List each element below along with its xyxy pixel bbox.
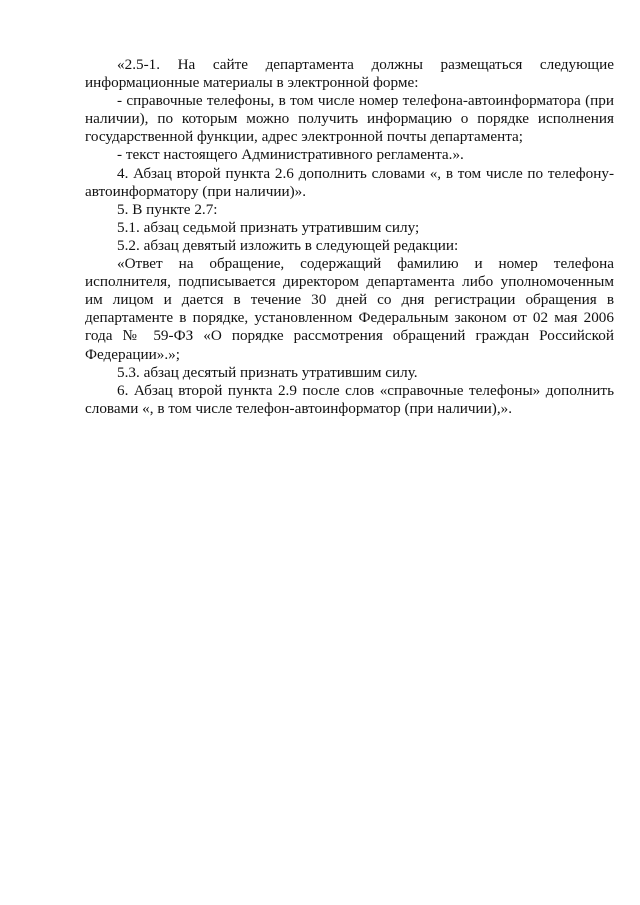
paragraph-item-5-3: 5.3. абзац десятый признать утратившим силу. <box>117 363 418 381</box>
document-page <box>85 56 614 418</box>
paragraph-item-5: 5. В пункте 2.7: <box>117 200 218 218</box>
paragraph-quoted-response: «Ответ на обращение, содержащий фамилию и номер телефона исполнителя, подписывается директором департамента либо уполномоченным им лицом и дается в течение 30 дней со дня регистрации обращения в департаменте в порядке, установленном Федеральным законом от 02 мая 2006 года № 59-ФЗ «О порядке рассмотрения обращений граждан Российской Федерации».»; <box>85 255 614 363</box>
paragraph-2-5-1: «2.5-1. На сайте департамента должны размещаться следующие информационные материалы в электронной форме: <box>85 56 614 92</box>
paragraph-item-6: 6. Абзац второй пункта 2.9 после слов «справочные телефоны» дополнить словами «, в том числе телефон-автоинформатор (при наличии),». <box>85 381 614 417</box>
paragraph-reference-phones: - справочные телефоны, в том числе номер телефона-автоинформатора (при наличии), по которым можно получить информацию о порядке исполнения государственной функции, адрес электронной почты департамента; <box>85 92 614 146</box>
paragraph-item-4: 4. Абзац второй пункта 2.6 дополнить словами «, в том числе по телефону-автоинформатору (при наличии)». <box>85 164 614 200</box>
paragraph-item-5-2: 5.2. абзац девятый изложить в следующей редакции: <box>117 236 459 254</box>
paragraph-item-5-1: 5.1. абзац седьмой признать утратившим силу; <box>117 218 420 236</box>
paragraph-regulation-text: - текст настоящего Административного регламента.». <box>117 146 464 164</box>
